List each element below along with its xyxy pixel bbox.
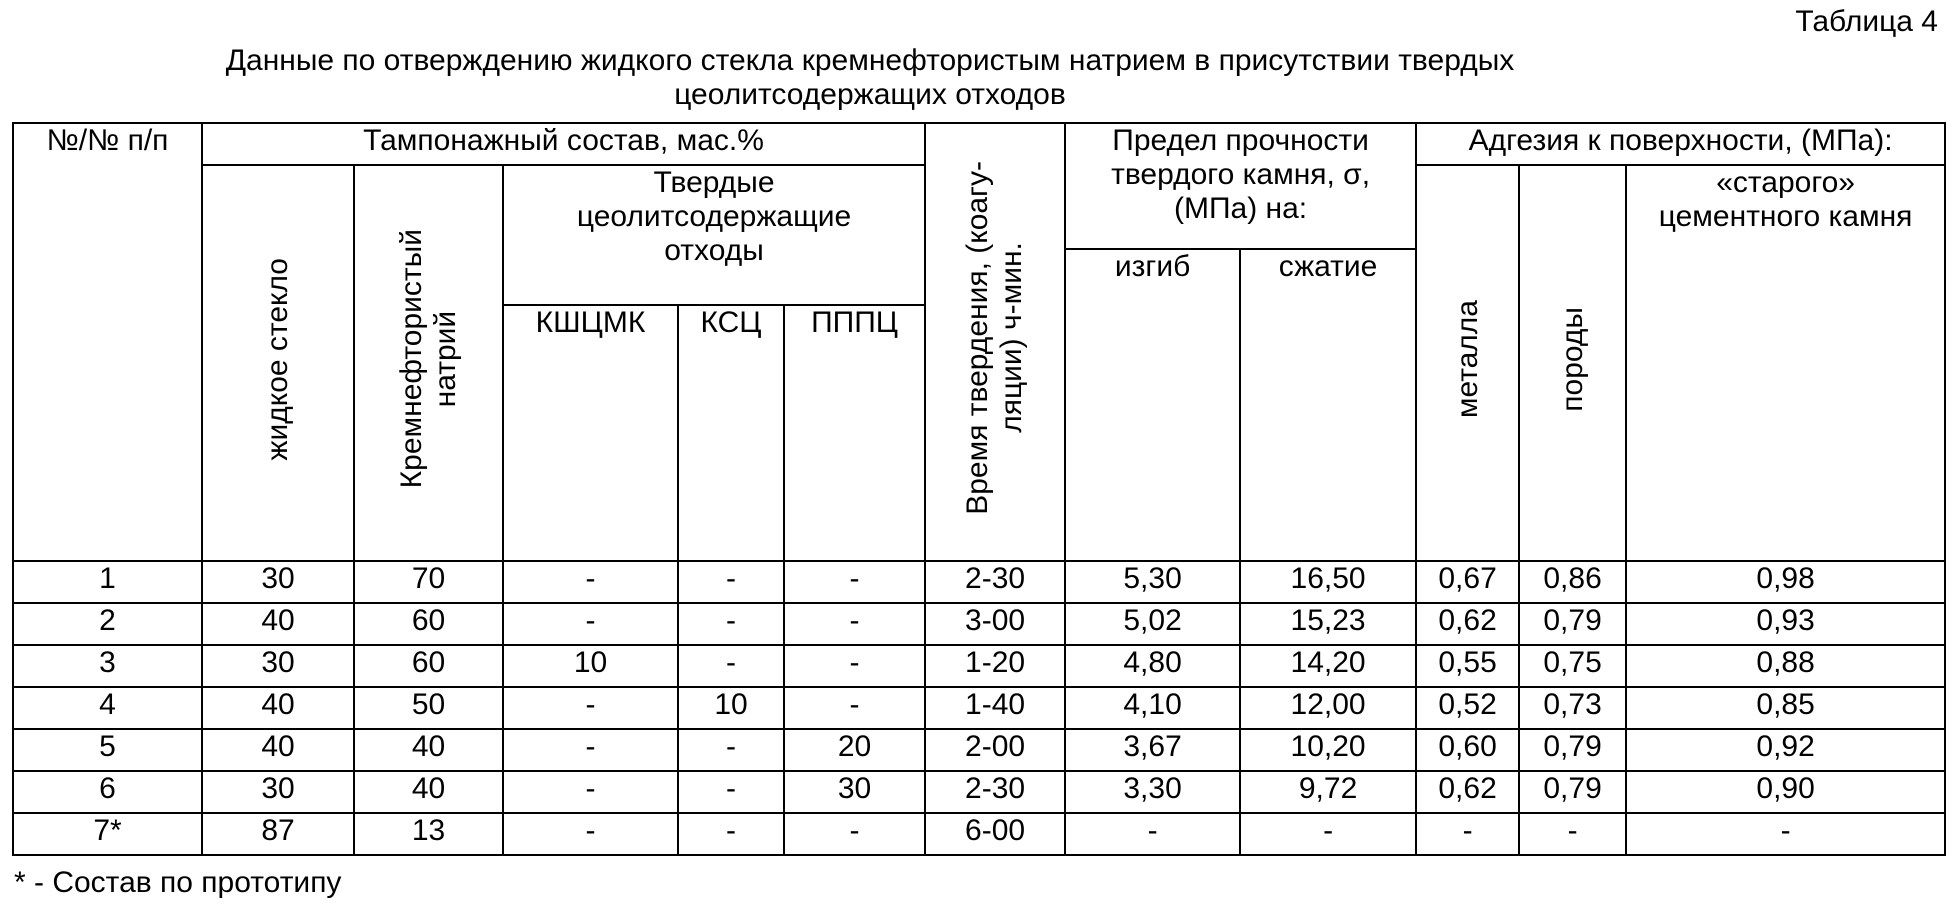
header-liquid-glass: жидкое стекло xyxy=(202,165,354,561)
cell-cement: 0,93 xyxy=(1626,603,1945,645)
header-ksc: КСЦ xyxy=(678,305,784,561)
cell-sodium: 60 xyxy=(354,645,503,687)
header-hardening-time xyxy=(925,123,1065,561)
cell-num: 4 xyxy=(13,687,202,729)
cell-kshcmk: - xyxy=(503,561,678,603)
header-compress: сжатие xyxy=(1240,249,1416,561)
cell-time: 2-30 xyxy=(925,771,1065,813)
cell-time: 3-00 xyxy=(925,603,1065,645)
header-metal: металла xyxy=(1416,165,1519,561)
cell-metal: 0,62 xyxy=(1416,603,1519,645)
cell-time: 6-00 xyxy=(925,813,1065,855)
footnote: * - Состав по прототипу xyxy=(14,866,342,899)
cell-kshcmk: 10 xyxy=(503,645,678,687)
cell-metal: 0,60 xyxy=(1416,729,1519,771)
table-number-label: Таблица 4 xyxy=(1795,5,1938,38)
cell-compress: - xyxy=(1240,813,1416,855)
cell-num: 6 xyxy=(13,771,202,813)
cell-metal: 0,52 xyxy=(1416,687,1519,729)
cell-ksc: - xyxy=(678,603,784,645)
cell-metal: 0,62 xyxy=(1416,771,1519,813)
cell-compress: 14,20 xyxy=(1240,645,1416,687)
cell-ksc: - xyxy=(678,813,784,855)
cell-glass: 87 xyxy=(202,813,354,855)
cell-num: 2 xyxy=(13,603,202,645)
cell-glass: 40 xyxy=(202,729,354,771)
cell-bend: 5,02 xyxy=(1065,603,1240,645)
cell-rock: 0,73 xyxy=(1519,687,1626,729)
cell-pppc: - xyxy=(784,561,925,603)
cell-time: 2-00 xyxy=(925,729,1065,771)
cell-cement: 0,90 xyxy=(1626,771,1945,813)
results-table xyxy=(12,122,1946,856)
cell-ksc: - xyxy=(678,645,784,687)
cell-cement: 0,98 xyxy=(1626,561,1945,603)
cell-compress: 15,23 xyxy=(1240,603,1416,645)
table-caption xyxy=(150,44,1590,112)
cell-bend: 4,10 xyxy=(1065,687,1240,729)
cell-ksc: - xyxy=(678,561,784,603)
cell-sodium: 40 xyxy=(354,729,503,771)
cell-cement: 0,92 xyxy=(1626,729,1945,771)
cell-kshcmk: - xyxy=(503,771,678,813)
table-row xyxy=(13,729,1945,771)
cell-rock: 0,75 xyxy=(1519,645,1626,687)
cell-pppc: - xyxy=(784,645,925,687)
header-old-cement: «старого» цементного камня xyxy=(1626,165,1945,561)
header-pppc: ПППЦ xyxy=(784,305,925,561)
cell-num: 7* xyxy=(13,813,202,855)
cell-time: 1-40 xyxy=(925,687,1065,729)
table-row xyxy=(13,813,1945,855)
cell-pppc: 30 xyxy=(784,771,925,813)
header-hardening-time-text: Время твердения, (коагу- ляции) ч-мин. xyxy=(961,161,1029,515)
cell-kshcmk: - xyxy=(503,687,678,729)
cell-num: 3 xyxy=(13,645,202,687)
cell-ksc: - xyxy=(678,729,784,771)
cell-kshcmk: - xyxy=(503,603,678,645)
cell-compress: 16,50 xyxy=(1240,561,1416,603)
cell-num: 5 xyxy=(13,729,202,771)
cell-ksc: 10 xyxy=(678,687,784,729)
header-composition: Тампонажный состав, мас.% xyxy=(202,123,925,165)
cell-metal: - xyxy=(1416,813,1519,855)
cell-bend: 4,80 xyxy=(1065,645,1240,687)
header-adhesion: Адгезия к поверхности, (МПа): xyxy=(1416,123,1945,165)
cell-glass: 40 xyxy=(202,603,354,645)
table-row xyxy=(13,771,1945,813)
cell-pppc: - xyxy=(784,813,925,855)
cell-sodium: 13 xyxy=(354,813,503,855)
cell-time: 1-20 xyxy=(925,645,1065,687)
cell-pppc: 20 xyxy=(784,729,925,771)
cell-pppc: - xyxy=(784,603,925,645)
cell-glass: 30 xyxy=(202,561,354,603)
cell-compress: 12,00 xyxy=(1240,687,1416,729)
cell-bend: 5,30 xyxy=(1065,561,1240,603)
header-kshcmk: КШЦМК xyxy=(503,305,678,561)
cell-cement: 0,85 xyxy=(1626,687,1945,729)
cell-kshcmk: - xyxy=(503,813,678,855)
cell-rock: 0,79 xyxy=(1519,729,1626,771)
cell-sodium: 70 xyxy=(354,561,503,603)
table-row xyxy=(13,687,1945,729)
cell-num: 1 xyxy=(13,561,202,603)
cell-sodium: 40 xyxy=(354,771,503,813)
cell-glass: 30 xyxy=(202,645,354,687)
cell-rock: - xyxy=(1519,813,1626,855)
cell-bend: 3,67 xyxy=(1065,729,1240,771)
caption-line-1: Данные по отверждению жидкого стекла кремнефтористым натрием в присутствии твердых xyxy=(225,44,1515,77)
table-row xyxy=(13,645,1945,687)
cell-compress: 10,20 xyxy=(1240,729,1416,771)
cell-cement: 0,88 xyxy=(1626,645,1945,687)
cell-metal: 0,55 xyxy=(1416,645,1519,687)
cell-bend: 3,30 xyxy=(1065,771,1240,813)
cell-kshcmk: - xyxy=(503,729,678,771)
cell-sodium: 50 xyxy=(354,687,503,729)
header-solid-waste: Твердые цеолитсодержащие отходы xyxy=(503,165,925,305)
cell-time: 2-30 xyxy=(925,561,1065,603)
cell-rock: 0,79 xyxy=(1519,771,1626,813)
table-row xyxy=(13,561,1945,603)
cell-bend: - xyxy=(1065,813,1240,855)
cell-rock: 0,79 xyxy=(1519,603,1626,645)
header-bend: изгиб xyxy=(1065,249,1240,561)
cell-ksc: - xyxy=(678,771,784,813)
cell-cement: - xyxy=(1626,813,1945,855)
cell-glass: 40 xyxy=(202,687,354,729)
cell-rock: 0,86 xyxy=(1519,561,1626,603)
header-rock: породы xyxy=(1519,165,1626,561)
cell-compress: 9,72 xyxy=(1240,771,1416,813)
header-strength: Предел прочности твердого камня, σ, (МПа) на: xyxy=(1065,123,1416,249)
cell-glass: 30 xyxy=(202,771,354,813)
cell-sodium: 60 xyxy=(354,603,503,645)
table-row xyxy=(13,603,1945,645)
header-sodium-fluorosilicate: Кремнефтористый натрий xyxy=(354,165,503,561)
header-num: №/№ п/п xyxy=(13,123,202,561)
caption-line-2: цеолитсодержащих отходов xyxy=(674,78,1066,111)
cell-pppc: - xyxy=(784,687,925,729)
cell-metal: 0,67 xyxy=(1416,561,1519,603)
